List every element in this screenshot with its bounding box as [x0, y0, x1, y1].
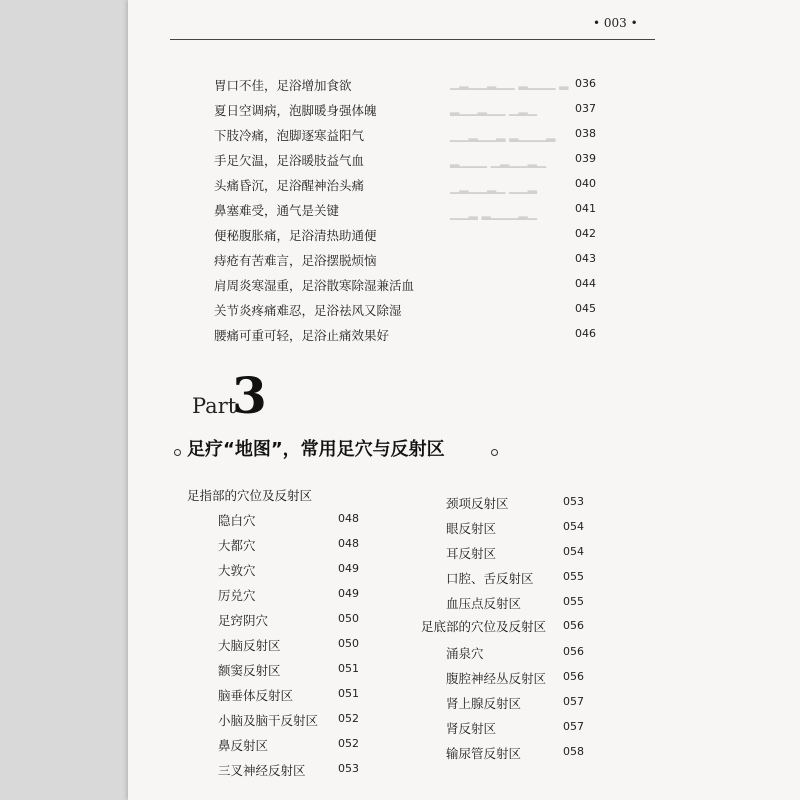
toc-entry-title[interactable]: 手足欠温，足浴暖肢益气血 [214, 153, 365, 168]
toc-entry-page: 041 [575, 202, 596, 215]
part-number: 3 [232, 366, 267, 425]
toc-entry-page: 036 [575, 77, 596, 90]
toc-entry-page: 054 [563, 520, 584, 533]
toc-entry-page: 048 [338, 537, 359, 550]
toc-entry-title[interactable]: 输尿管反射区 [446, 746, 522, 761]
toc-entry-title[interactable]: 脑垂体反射区 [218, 688, 294, 703]
toc-entry-page: 056 [563, 619, 584, 632]
toc-entry-title[interactable]: 腰痛可重可轻，足浴止痛效果好 [214, 328, 390, 343]
toc-entry-page: 044 [575, 277, 596, 290]
show-through-texture: ▁▂▁▁▂▁▁ ▂▁▁▁ ▂ ▂▁▁▂▁▁ ▁▂▁ ▁▁▂▁▁▂ ▂▁▁▁▂ ▂▁▁▁ ▁▂▁▁▂▁ ▁▂▁▁▂▁ ▁▁▂ ▁▁▂ ▂▁▁▁▂▁ [450, 76, 569, 220]
toc-entry-title[interactable]: 足窍阴穴 [218, 613, 269, 628]
toc-entry-page: 048 [338, 512, 359, 525]
toc-entry-page: 055 [563, 595, 584, 608]
toc-entry-title[interactable]: 口腔、舌反射区 [446, 571, 534, 586]
toc-entry-title[interactable]: 额窦反射区 [218, 663, 281, 678]
toc-entry-page: 050 [338, 637, 359, 650]
toc-entry-page: 054 [563, 545, 584, 558]
toc-entry-title[interactable]: 下肢冷痛，泡脚逐寒益阳气 [214, 128, 365, 143]
toc-entry-title[interactable]: 小脑及脑干反射区 [218, 713, 319, 728]
toc-entry-title[interactable]: 痔疮有苦难言，足浴摆脱烦恼 [214, 253, 377, 268]
toc-entry-page: 053 [563, 495, 584, 508]
toc-entry-title[interactable]: 关节炎疼痛难忍，足浴祛风又除湿 [214, 303, 402, 318]
bullet-circle-icon [174, 449, 181, 456]
bullet-circle-icon [491, 449, 498, 456]
toc-entry-title[interactable]: 厉兑穴 [218, 588, 256, 603]
toc-entry-page: 058 [563, 745, 584, 758]
toc-entry-title[interactable]: 大敦穴 [218, 563, 256, 578]
toc-entry-page: 052 [338, 737, 359, 750]
toc-entry-title[interactable]: 胃口不佳，足浴增加食欲 [214, 78, 352, 93]
part-label: Part [192, 394, 237, 418]
toc-entry-title[interactable]: 眼反射区 [446, 521, 497, 536]
toc-entry-page: 049 [338, 562, 359, 575]
toc-entry-page: 037 [575, 102, 596, 115]
toc-entry-page: 057 [563, 695, 584, 708]
toc-entry-title[interactable]: 耳反射区 [446, 546, 497, 561]
toc-entry-page: 051 [338, 687, 359, 700]
page-number: • 003 • [593, 16, 638, 30]
toc-entry-page: 057 [563, 720, 584, 733]
toc-entry-title[interactable]: 大都穴 [218, 538, 256, 553]
toc-entry-title[interactable]: 颈项反射区 [446, 496, 509, 511]
toc-entry-title[interactable]: 鼻反射区 [218, 738, 269, 753]
toc-entry-title[interactable]: 夏日空调病，泡脚暖身强体魄 [214, 103, 377, 118]
toc-entry-page: 043 [575, 252, 596, 265]
toc-entry-page: 056 [563, 670, 584, 683]
toc-entry-title[interactable]: 头痛昏沉，足浴醒神治头痛 [214, 178, 365, 193]
toc-entry-page: 039 [575, 152, 596, 165]
toc-entry-page: 049 [338, 587, 359, 600]
toc-entry-title[interactable]: 肩周炎寒湿重，足浴散寒除湿兼活血 [214, 278, 415, 293]
section-heading-toes[interactable]: 足指部的穴位及反射区 [187, 488, 313, 503]
toc-entry-page: 055 [563, 570, 584, 583]
toc-entry-title[interactable]: 涌泉穴 [446, 646, 484, 661]
toc-entry-page: 053 [338, 762, 359, 775]
toc-entry-title[interactable]: 隐白穴 [218, 513, 256, 528]
toc-entry-title[interactable]: 肾上腺反射区 [446, 696, 522, 711]
toc-entry-title[interactable]: 三叉神经反射区 [218, 763, 306, 778]
toc-entry-page: 045 [575, 302, 596, 315]
toc-entry-page: 050 [338, 612, 359, 625]
toc-entry-page: 046 [575, 327, 596, 340]
header-rule [170, 39, 655, 40]
toc-entry-title[interactable]: 肾反射区 [446, 721, 497, 736]
toc-entry-page: 056 [563, 645, 584, 658]
toc-entry-page: 038 [575, 127, 596, 140]
page-number-value: 003 [603, 16, 627, 30]
toc-entry-title[interactable]: 鼻塞难受，通气是关键 [214, 203, 340, 218]
toc-entry-title[interactable]: 腹腔神经丛反射区 [446, 671, 547, 686]
toc-entry-page: 040 [575, 177, 596, 190]
part-title[interactable]: 足疗“地图”，常用足穴与反射区 [187, 439, 445, 460]
toc-entry-title[interactable]: 血压点反射区 [446, 596, 522, 611]
toc-entry-page: 042 [575, 227, 596, 240]
toc-entry-title[interactable]: 大脑反射区 [218, 638, 281, 653]
toc-entry-title[interactable]: 便秘腹胀痛，足浴清热助通便 [214, 228, 377, 243]
toc-entry-page: 051 [338, 662, 359, 675]
toc-entry-page: 052 [338, 712, 359, 725]
section-heading-sole[interactable]: 足底部的穴位及反射区 [421, 619, 547, 634]
